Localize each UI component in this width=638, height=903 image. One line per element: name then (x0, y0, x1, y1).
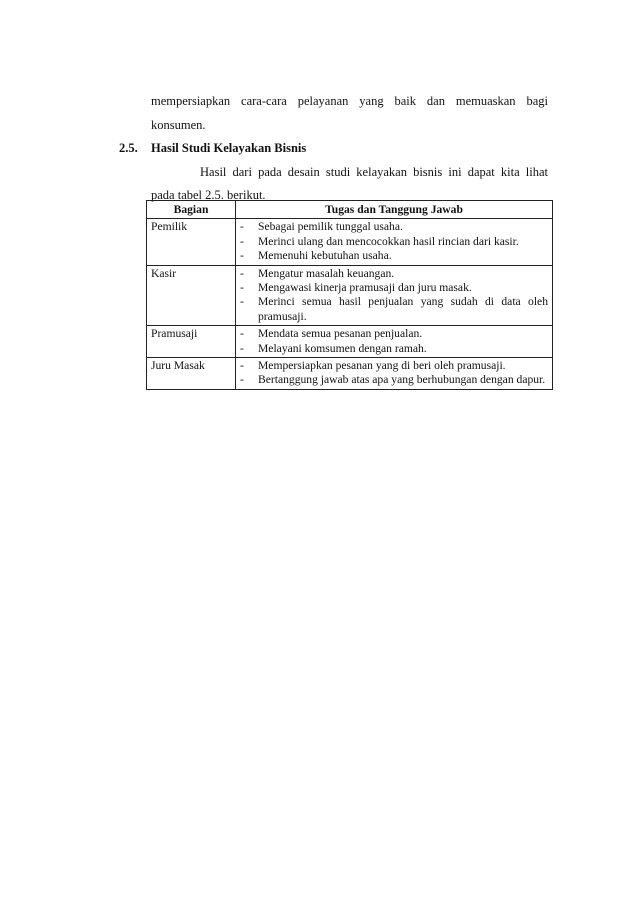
duty-text: Mengatur masalah keuangan. (258, 266, 395, 280)
cell-bagian: Juru Masak (147, 358, 236, 390)
bullet-dash: - (240, 249, 244, 263)
table-body (147, 219, 553, 389)
duty-text: Merinci ulang dan mencocokkan hasil rincian dari kasir. (258, 234, 519, 248)
cell-bagian: Kasir (147, 265, 236, 326)
section-title: Hasil Studi Kelayakan Bisnis (151, 141, 307, 155)
bullet-dash: - (240, 359, 244, 373)
bullet-dash: - (240, 266, 244, 280)
bullet-dash: - (240, 295, 244, 309)
cell-tugas (236, 326, 553, 358)
table-row (147, 326, 553, 358)
bullet-dash: - (240, 341, 244, 355)
duty-text: Mempersiapkan pesanan yang di beri oleh pramusaji. (258, 359, 506, 373)
duty-item (240, 281, 548, 295)
duty-text: Mendata semua pesanan penjualan. (258, 327, 423, 341)
paragraph-2-line-1: Hasil dari pada desain studi kelayakan bisnis ini dapat kita lihat (200, 165, 548, 179)
duty-item (240, 373, 548, 387)
duty-list (240, 359, 548, 388)
table-row (147, 265, 553, 326)
duty-item (240, 359, 548, 373)
cell-tugas (236, 219, 553, 265)
cell-tugas (236, 265, 553, 326)
cell-tugas (236, 358, 553, 390)
duty-text: Mengawasi kinerja pramusaji dan juru masak. (258, 281, 472, 295)
header-bagian: Bagian (147, 201, 236, 219)
header-tugas: Tugas dan Tanggung Jawab (236, 201, 553, 219)
cell-bagian: Pramusaji (147, 326, 236, 358)
duty-item (240, 235, 548, 249)
bullet-dash: - (240, 327, 244, 341)
duty-text: Merinci semua hasil penjualan yang sudah di data oleh pramusaji. (258, 295, 548, 323)
duty-item (240, 295, 548, 324)
duty-item (240, 327, 548, 341)
bullet-dash: - (240, 373, 244, 387)
duty-item (240, 267, 548, 281)
paragraph-1-line-1: mempersiapkan cara-cara pelayanan yang baik dan memuaskan bagi (151, 94, 548, 108)
cell-bagian: Pemilik (147, 219, 236, 265)
section-heading (119, 140, 306, 156)
duty-text: Sebagai pemilik tunggal usaha. (258, 220, 403, 234)
table-row (147, 358, 553, 390)
section-number: 2.5. (119, 141, 138, 155)
duty-text: Melayani komsumen dengan ramah. (258, 341, 427, 355)
duty-item (240, 220, 548, 234)
bullet-dash: - (240, 220, 244, 234)
table-row (147, 219, 553, 265)
duties-table (146, 200, 553, 390)
duty-item (240, 342, 548, 356)
duty-list (240, 267, 548, 325)
paragraph-1-line-2: konsumen. (151, 118, 206, 132)
duty-list (240, 220, 548, 263)
bullet-dash: - (240, 281, 244, 295)
duty-text: Bertanggung jawab atas apa yang berhubungan dengan dapur. (258, 373, 546, 387)
duty-item (240, 249, 548, 263)
duty-text: Memenuhi kebutuhan usaha. (258, 249, 392, 263)
table-header-row (147, 201, 553, 219)
paragraph-2-line-2: pada tabel 2.5. berikut. (151, 188, 266, 202)
duty-list (240, 327, 548, 356)
bullet-dash: - (240, 234, 244, 248)
